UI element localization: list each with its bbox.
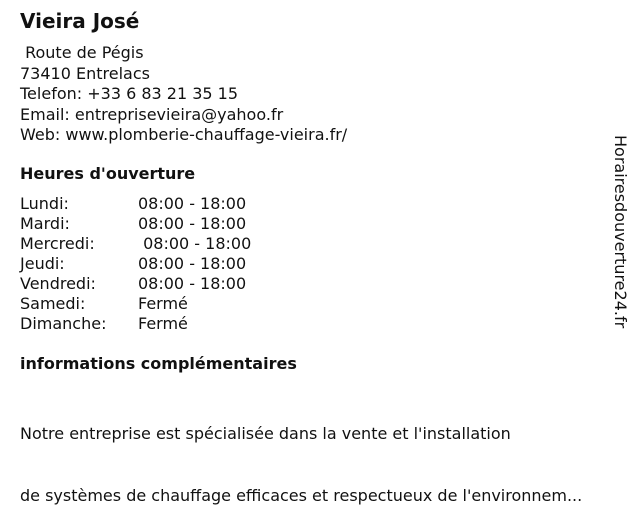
- time-range: 08:00 - 18:00: [138, 254, 247, 273]
- day-label: Jeudi:: [20, 254, 65, 273]
- hours-row-sunday: [20, 314, 251, 334]
- day-label: Lundi:: [20, 194, 69, 213]
- time-range: Fermé: [138, 294, 188, 313]
- contact-block: [20, 43, 347, 146]
- hours-row-thursday: [20, 254, 251, 274]
- business-name: Vieira José: [20, 9, 140, 33]
- additional-info-text: [20, 383, 582, 527]
- email-address: Email: entreprisevieira@yahoo.fr: [20, 104, 284, 124]
- opening-hours-table: [20, 194, 251, 334]
- phone-number: Telefon: +33 6 83 21 35 15: [20, 84, 239, 103]
- hours-row-saturday: [20, 294, 251, 314]
- day-label: Dimanche:: [20, 314, 107, 333]
- day-label: Vendredi:: [20, 274, 96, 293]
- time-range: 08:00 - 18:00: [138, 234, 252, 253]
- site-watermark: Horairesdouverture24.fr: [611, 135, 630, 329]
- day-label: Samedi:: [20, 294, 86, 313]
- hours-row-friday: [20, 274, 251, 294]
- time-range: 08:00 - 18:00: [138, 214, 247, 233]
- time-range: 08:00 - 18:00: [138, 274, 247, 293]
- time-range: Fermé: [138, 314, 188, 333]
- day-label: Mardi:: [20, 214, 70, 233]
- address-street: Route de Pégis: [20, 43, 144, 62]
- opening-hours-title: Heures d'ouverture: [20, 164, 196, 183]
- website-url: Web: www.plomberie-chauffage-vieira.fr/: [20, 125, 348, 144]
- time-range: 08:00 - 18:00: [138, 194, 247, 213]
- address-city: 73410 Entrelacs: [20, 63, 150, 83]
- description-line: Notre entreprise est spécialisée dans la vente et l'installation: [20, 424, 511, 443]
- description-line: de systèmes de chauffage efficaces et respectueux de l'environnem...: [20, 485, 583, 505]
- additional-info-title: informations complémentaires: [20, 354, 297, 373]
- hours-row-tuesday: [20, 214, 251, 234]
- day-label: Mercredi:: [20, 234, 95, 253]
- hours-row-wednesday: [20, 234, 251, 254]
- hours-row-monday: [20, 194, 251, 214]
